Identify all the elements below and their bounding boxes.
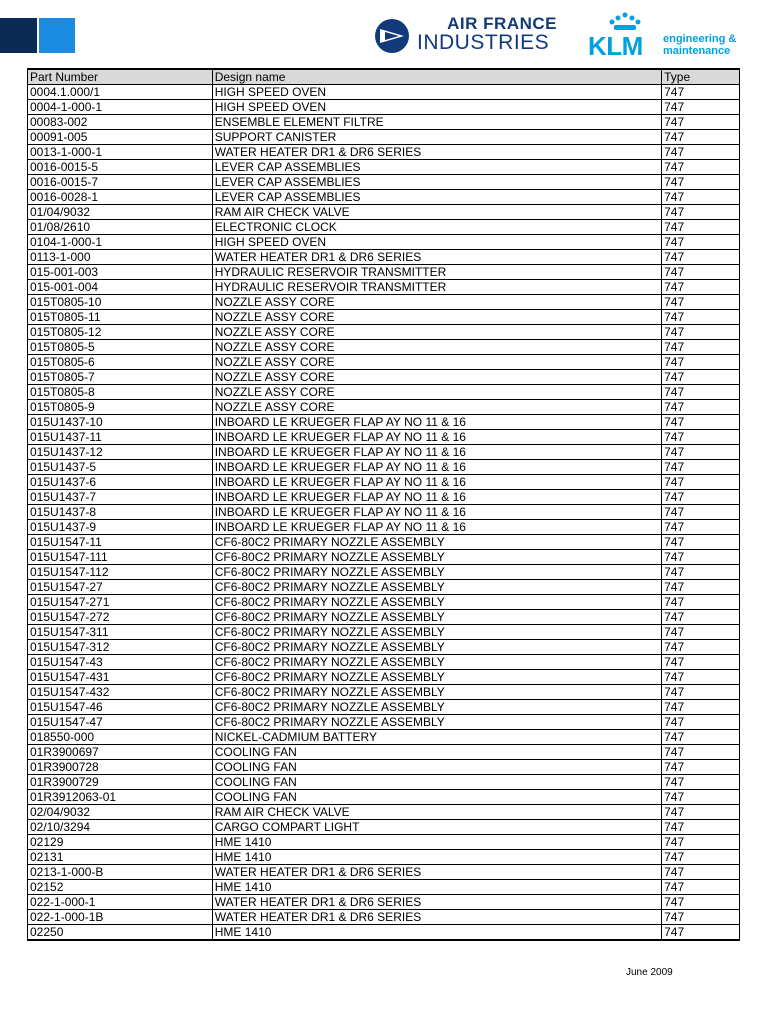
cell-part-number: 0016-0028-1	[28, 190, 213, 205]
cell-design-name: LEVER CAP ASSEMBLIES	[212, 160, 661, 175]
klm-wordmark: KLM	[588, 31, 643, 61]
cell-part-number: 01R3900728	[28, 760, 213, 775]
cell-design-name: INBOARD LE KRUEGER FLAP AY NO 11 & 16	[212, 475, 661, 490]
cell-part-number: 015T0805-11	[28, 310, 213, 325]
cell-part-number: 00091-005	[28, 130, 213, 145]
table-row	[28, 700, 740, 715]
table-row	[28, 130, 740, 145]
cell-design-name: CF6-80C2 PRIMARY NOZZLE ASSEMBLY	[212, 685, 661, 700]
cell-part-number: 015U1547-312	[28, 640, 213, 655]
cell-design-name: ENSEMBLE ELEMENT FILTRE	[212, 115, 661, 130]
cell-part-number: 015U1547-43	[28, 655, 213, 670]
cell-part-number: 015U1547-432	[28, 685, 213, 700]
table-row	[28, 430, 740, 445]
table-row	[28, 250, 740, 265]
cell-part-number: 015T0805-12	[28, 325, 213, 340]
table-row	[28, 175, 740, 190]
cell-design-name: INBOARD LE KRUEGER FLAP AY NO 11 & 16	[212, 460, 661, 475]
cell-design-name: CF6-80C2 PRIMARY NOZZLE ASSEMBLY	[212, 715, 661, 730]
cell-type: 747	[662, 370, 740, 385]
cell-type: 747	[662, 580, 740, 595]
cell-part-number: 02/04/9032	[28, 805, 213, 820]
cell-design-name: CF6-80C2 PRIMARY NOZZLE ASSEMBLY	[212, 625, 661, 640]
cell-part-number: 0104-1-000-1	[28, 235, 213, 250]
table-row	[28, 865, 740, 880]
cell-design-name: NOZZLE ASSY CORE	[212, 400, 661, 415]
cell-type: 747	[662, 865, 740, 880]
cell-design-name: LEVER CAP ASSEMBLIES	[212, 175, 661, 190]
cell-type: 747	[662, 895, 740, 910]
cell-design-name: INBOARD LE KRUEGER FLAP AY NO 11 & 16	[212, 415, 661, 430]
table-row	[28, 730, 740, 745]
table-row	[28, 235, 740, 250]
cell-design-name: HIGH SPEED OVEN	[212, 235, 661, 250]
table-row	[28, 655, 740, 670]
cell-design-name: COOLING FAN	[212, 745, 661, 760]
cell-part-number: 015-001-003	[28, 265, 213, 280]
table-row	[28, 640, 740, 655]
cell-type: 747	[662, 760, 740, 775]
cell-type: 747	[662, 460, 740, 475]
cell-design-name: WATER HEATER DR1 & DR6 SERIES	[212, 250, 661, 265]
table-body	[28, 85, 740, 941]
table-row	[28, 610, 740, 625]
table-row	[28, 520, 740, 535]
cell-type: 747	[662, 715, 740, 730]
cell-type: 747	[662, 685, 740, 700]
table-row	[28, 820, 740, 835]
table-row	[28, 850, 740, 865]
cell-part-number: 01/04/9032	[28, 205, 213, 220]
table-row	[28, 895, 740, 910]
table-row	[28, 745, 740, 760]
cell-type: 747	[662, 355, 740, 370]
cell-type: 747	[662, 340, 740, 355]
table-row	[28, 400, 740, 415]
cell-part-number: 015T0805-10	[28, 295, 213, 310]
table-row	[28, 445, 740, 460]
table-row	[28, 115, 740, 130]
header-dark-square	[0, 18, 37, 53]
cell-type: 747	[662, 670, 740, 685]
cell-part-number: 02152	[28, 880, 213, 895]
table-row	[28, 145, 740, 160]
cell-part-number: 022-1-000-1B	[28, 910, 213, 925]
table-row	[28, 190, 740, 205]
cell-type: 747	[662, 115, 740, 130]
table-row	[28, 775, 740, 790]
cell-type: 747	[662, 325, 740, 340]
cell-part-number: 0016-0015-5	[28, 160, 213, 175]
table-row	[28, 385, 740, 400]
table-row	[28, 160, 740, 175]
table-row	[28, 880, 740, 895]
cell-type: 747	[662, 280, 740, 295]
cell-design-name: NOZZLE ASSY CORE	[212, 340, 661, 355]
cell-design-name: HME 1410	[212, 880, 661, 895]
table-row	[28, 475, 740, 490]
cell-part-number: 015U1437-12	[28, 445, 213, 460]
cell-design-name: HYDRAULIC RESERVOIR TRANSMITTER	[212, 265, 661, 280]
cell-type: 747	[662, 250, 740, 265]
cell-type: 747	[662, 775, 740, 790]
cell-type: 747	[662, 850, 740, 865]
cell-design-name: WATER HEATER DR1 & DR6 SERIES	[212, 895, 661, 910]
air-france-industries-logo	[373, 14, 558, 56]
cell-part-number: 015U1547-272	[28, 610, 213, 625]
klm-subtitle-line1: engineering &	[663, 33, 737, 45]
cell-part-number: 01R3900697	[28, 745, 213, 760]
table-row	[28, 580, 740, 595]
cell-design-name: COOLING FAN	[212, 775, 661, 790]
cell-type: 747	[662, 190, 740, 205]
cell-part-number: 015U1547-111	[28, 550, 213, 565]
cell-type: 747	[662, 835, 740, 850]
cell-type: 747	[662, 820, 740, 835]
cell-part-number: 022-1-000-1	[28, 895, 213, 910]
cell-design-name: HIGH SPEED OVEN	[212, 100, 661, 115]
cell-design-name: CF6-80C2 PRIMARY NOZZLE ASSEMBLY	[212, 580, 661, 595]
cell-part-number: 02250	[28, 925, 213, 941]
cell-type: 747	[662, 445, 740, 460]
cell-type: 747	[662, 220, 740, 235]
table-row	[28, 340, 740, 355]
table-row	[28, 625, 740, 640]
cell-design-name: RAM AIR CHECK VALVE	[212, 805, 661, 820]
cell-part-number: 015U1437-5	[28, 460, 213, 475]
table-row	[28, 595, 740, 610]
cell-type: 747	[662, 730, 740, 745]
cell-type: 747	[662, 595, 740, 610]
air-france-wordmark: AIR FRANCE	[447, 14, 557, 33]
cell-part-number: 02131	[28, 850, 213, 865]
cell-design-name: HIGH SPEED OVEN	[212, 85, 661, 100]
cell-part-number: 0213-1-000-B	[28, 865, 213, 880]
cell-part-number: 015U1547-11	[28, 535, 213, 550]
table-row	[28, 85, 740, 100]
cell-design-name: COOLING FAN	[212, 760, 661, 775]
cell-design-name: CF6-80C2 PRIMARY NOZZLE ASSEMBLY	[212, 595, 661, 610]
cell-design-name: CF6-80C2 PRIMARY NOZZLE ASSEMBLY	[212, 700, 661, 715]
cell-design-name: HYDRAULIC RESERVOIR TRANSMITTER	[212, 280, 661, 295]
cell-design-name: WATER HEATER DR1 & DR6 SERIES	[212, 145, 661, 160]
cell-part-number: 0004-1-000-1	[28, 100, 213, 115]
cell-design-name: CF6-80C2 PRIMARY NOZZLE ASSEMBLY	[212, 655, 661, 670]
cell-design-name: HME 1410	[212, 850, 661, 865]
table-row	[28, 295, 740, 310]
cell-type: 747	[662, 145, 740, 160]
cell-type: 747	[662, 700, 740, 715]
cell-part-number: 015T0805-5	[28, 340, 213, 355]
cell-design-name: CF6-80C2 PRIMARY NOZZLE ASSEMBLY	[212, 640, 661, 655]
cell-part-number: 015U1437-6	[28, 475, 213, 490]
cell-part-number: 01/08/2610	[28, 220, 213, 235]
cell-type: 747	[662, 100, 740, 115]
cell-part-number: 015U1547-431	[28, 670, 213, 685]
cell-design-name: WATER HEATER DR1 & DR6 SERIES	[212, 865, 661, 880]
cell-type: 747	[662, 535, 740, 550]
cell-part-number: 01R3912063-01	[28, 790, 213, 805]
klm-crown-icon	[608, 12, 642, 32]
cell-design-name: COOLING FAN	[212, 790, 661, 805]
klm-em-logo	[588, 12, 748, 61]
cell-type: 747	[662, 400, 740, 415]
cell-design-name: RAM AIR CHECK VALVE	[212, 205, 661, 220]
table-row	[28, 550, 740, 565]
cell-design-name: LEVER CAP ASSEMBLIES	[212, 190, 661, 205]
cell-part-number: 00083-002	[28, 115, 213, 130]
cell-part-number: 015U1547-112	[28, 565, 213, 580]
table-header-row	[28, 69, 740, 85]
cell-type: 747	[662, 625, 740, 640]
table-row	[28, 790, 740, 805]
table-row	[28, 415, 740, 430]
cell-type: 747	[662, 490, 740, 505]
cell-type: 747	[662, 640, 740, 655]
cell-type: 747	[662, 310, 740, 325]
cell-part-number: 015T0805-9	[28, 400, 213, 415]
cell-type: 747	[662, 130, 740, 145]
cell-type: 747	[662, 610, 740, 625]
cell-part-number: 015U1547-27	[28, 580, 213, 595]
table-row	[28, 685, 740, 700]
table-row	[28, 505, 740, 520]
cell-type: 747	[662, 265, 740, 280]
cell-design-name: CF6-80C2 PRIMARY NOZZLE ASSEMBLY	[212, 535, 661, 550]
cell-type: 747	[662, 85, 740, 100]
table-row	[28, 205, 740, 220]
cell-design-name: CF6-80C2 PRIMARY NOZZLE ASSEMBLY	[212, 610, 661, 625]
cell-type: 747	[662, 805, 740, 820]
cell-design-name: HME 1410	[212, 835, 661, 850]
cell-part-number: 015T0805-7	[28, 370, 213, 385]
cell-part-number: 01R3900729	[28, 775, 213, 790]
cell-design-name: HME 1410	[212, 925, 661, 941]
cell-type: 747	[662, 925, 740, 941]
cell-type: 747	[662, 385, 740, 400]
cell-part-number: 0016-0015-7	[28, 175, 213, 190]
table-row	[28, 925, 740, 941]
cell-part-number: 015U1437-9	[28, 520, 213, 535]
column-header-type: Type	[662, 69, 740, 85]
table-row	[28, 100, 740, 115]
cell-type: 747	[662, 790, 740, 805]
air-france-mark-icon	[373, 17, 411, 55]
cell-type: 747	[662, 550, 740, 565]
table-row	[28, 565, 740, 580]
cell-design-name: NOZZLE ASSY CORE	[212, 370, 661, 385]
table-row	[28, 370, 740, 385]
cell-design-name: INBOARD LE KRUEGER FLAP AY NO 11 & 16	[212, 430, 661, 445]
cell-type: 747	[662, 505, 740, 520]
cell-design-name: NICKEL-CADMIUM BATTERY	[212, 730, 661, 745]
cell-type: 747	[662, 745, 740, 760]
cell-type: 747	[662, 295, 740, 310]
cell-part-number: 02/10/3294	[28, 820, 213, 835]
table-row	[28, 805, 740, 820]
cell-design-name: CF6-80C2 PRIMARY NOZZLE ASSEMBLY	[212, 670, 661, 685]
table-row	[28, 715, 740, 730]
cell-design-name: NOZZLE ASSY CORE	[212, 310, 661, 325]
cell-part-number: 015U1437-11	[28, 430, 213, 445]
cell-part-number: 0004.1.000/1	[28, 85, 213, 100]
cell-type: 747	[662, 415, 740, 430]
table-row	[28, 355, 740, 370]
column-header-part-number: Part Number	[28, 69, 213, 85]
table-row	[28, 310, 740, 325]
cell-design-name: SUPPORT CANISTER	[212, 130, 661, 145]
cell-type: 747	[662, 565, 740, 580]
table-row	[28, 280, 740, 295]
table-row	[28, 910, 740, 925]
table-row	[28, 490, 740, 505]
cell-part-number: 015U1547-271	[28, 595, 213, 610]
table-row	[28, 265, 740, 280]
cell-type: 747	[662, 235, 740, 250]
cell-type: 747	[662, 880, 740, 895]
cell-design-name: NOZZLE ASSY CORE	[212, 295, 661, 310]
table-row	[28, 835, 740, 850]
cell-design-name: INBOARD LE KRUEGER FLAP AY NO 11 & 16	[212, 520, 661, 535]
cell-type: 747	[662, 910, 740, 925]
table-row	[28, 220, 740, 235]
header-light-square	[39, 18, 75, 53]
cell-part-number: 0013-1-000-1	[28, 145, 213, 160]
cell-design-name: WATER HEATER DR1 & DR6 SERIES	[212, 910, 661, 925]
footer-date: June 2009	[626, 967, 673, 978]
cell-design-name: CARGO COMPART LIGHT	[212, 820, 661, 835]
cell-part-number: 015T0805-6	[28, 355, 213, 370]
cell-part-number: 015U1547-46	[28, 700, 213, 715]
table-row	[28, 535, 740, 550]
cell-part-number: 0113-1-000	[28, 250, 213, 265]
cell-design-name: NOZZLE ASSY CORE	[212, 385, 661, 400]
cell-design-name: CF6-80C2 PRIMARY NOZZLE ASSEMBLY	[212, 550, 661, 565]
cell-design-name: INBOARD LE KRUEGER FLAP AY NO 11 & 16	[212, 445, 661, 460]
cell-part-number: 015U1437-7	[28, 490, 213, 505]
cell-type: 747	[662, 655, 740, 670]
cell-part-number: 015-001-004	[28, 280, 213, 295]
cell-design-name: NOZZLE ASSY CORE	[212, 355, 661, 370]
cell-part-number: 015U1547-311	[28, 625, 213, 640]
cell-design-name: NOZZLE ASSY CORE	[212, 325, 661, 340]
table-row	[28, 760, 740, 775]
table-row	[28, 325, 740, 340]
parts-table	[27, 68, 740, 941]
cell-type: 747	[662, 475, 740, 490]
cell-part-number: 015U1437-8	[28, 505, 213, 520]
cell-design-name: ELECTRONIC CLOCK	[212, 220, 661, 235]
cell-part-number: 02129	[28, 835, 213, 850]
klm-subtitle-line2: maintenance	[663, 45, 731, 57]
cell-design-name: INBOARD LE KRUEGER FLAP AY NO 11 & 16	[212, 505, 661, 520]
header-color-block	[0, 18, 75, 53]
table-row	[28, 460, 740, 475]
cell-part-number: 015T0805-8	[28, 385, 213, 400]
cell-type: 747	[662, 175, 740, 190]
cell-design-name: CF6-80C2 PRIMARY NOZZLE ASSEMBLY	[212, 565, 661, 580]
table-row	[28, 670, 740, 685]
cell-part-number: 018550-000	[28, 730, 213, 745]
cell-type: 747	[662, 430, 740, 445]
cell-design-name: INBOARD LE KRUEGER FLAP AY NO 11 & 16	[212, 490, 661, 505]
cell-part-number: 015U1547-47	[28, 715, 213, 730]
industries-wordmark: INDUSTRIES	[417, 31, 550, 54]
cell-type: 747	[662, 520, 740, 535]
cell-type: 747	[662, 160, 740, 175]
cell-type: 747	[662, 205, 740, 220]
column-header-design-name: Design name	[212, 69, 661, 85]
cell-part-number: 015U1437-10	[28, 415, 213, 430]
